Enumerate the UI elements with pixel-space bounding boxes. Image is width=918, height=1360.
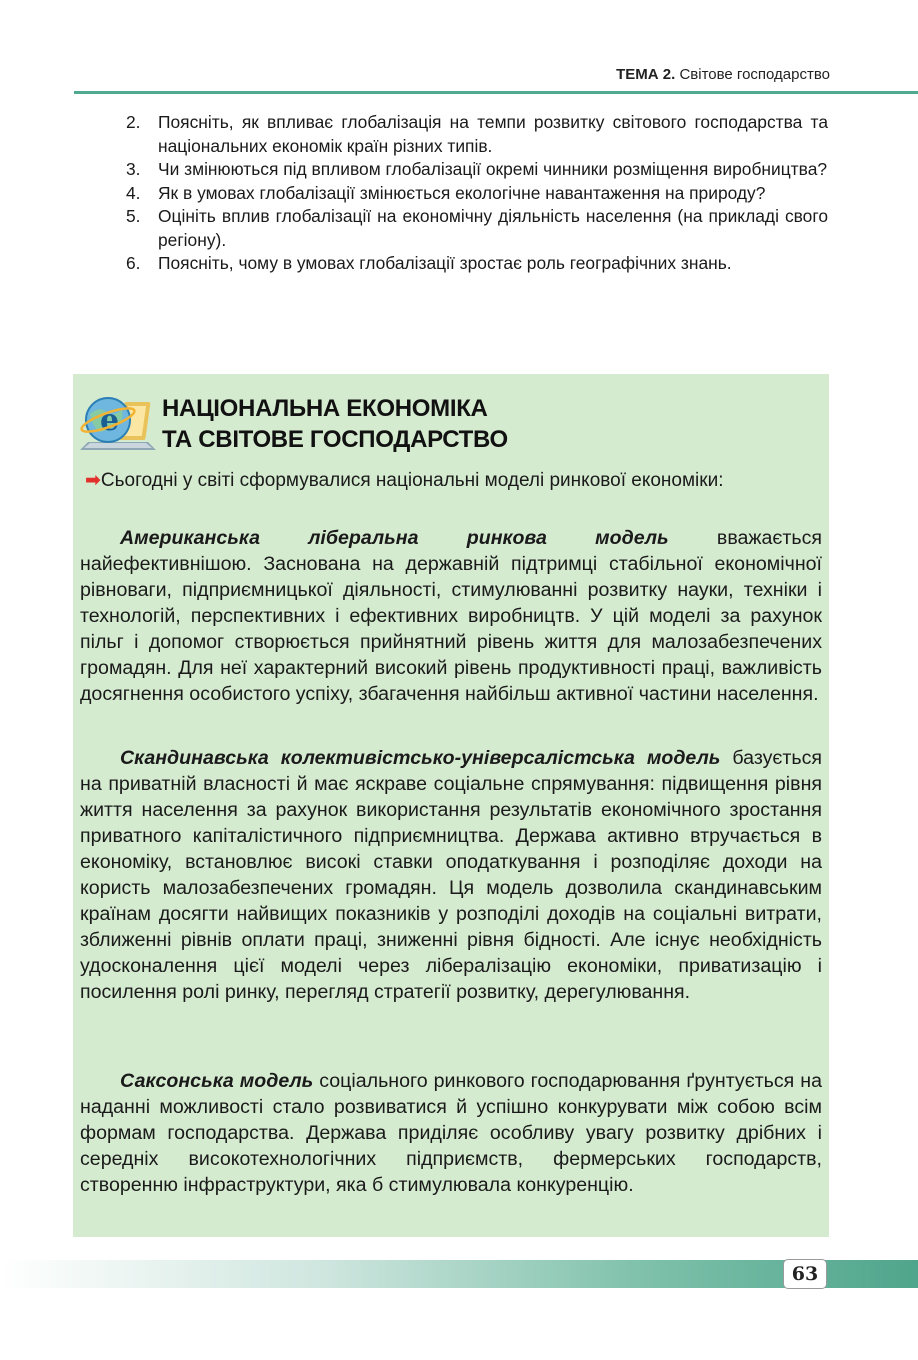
- question-number: 6.: [126, 253, 141, 273]
- arrow-icon: ➡: [85, 470, 101, 491]
- question-text: Оцініть вплив глобалізації на економічну діяльність населення (на прикладі свого регіону).: [158, 206, 828, 250]
- question-item: [126, 182, 828, 206]
- saxon-model-paragraph: [80, 1068, 822, 1198]
- section-title: [162, 393, 508, 455]
- question-number: 4.: [126, 182, 141, 203]
- section-title-line1: НАЦІОНАЛЬНА ЕКОНОМІКА: [162, 395, 488, 422]
- question-text: Поясніть, чому в умовах глобалізації зростає роль географічних знань.: [158, 253, 732, 273]
- header-divider: [74, 91, 918, 94]
- model-term: Скандинавська колективістсько-універсалістська модель: [120, 747, 721, 769]
- question-list: [126, 111, 828, 276]
- question-text: Чи змінюються під впливом глобалізації окремі чинники розміщення виробництва?: [158, 159, 828, 179]
- svg-text:e: e: [100, 403, 120, 438]
- model-description: базується на приватній власності й має яскраве соціальне спрямування: підвищення рівня життя населення за рахунок використання результатів економічного зростання приватного капіталістичного підприємництва. Держава активно втручається в економіку, встановлює високі ставки оподаткування і розподіляє доходи на користь малозабезпечених громадян. Ця модель дозволила скандинавським країнам досягти найвищих показників у розподілі доходів на соціальні витрати, зближенні рівнів оплати праці, зниженні рівня бідності. Але існує необхідність удосконалення цієї моделі через лібералізацію економіки, приватизацію і посилення ролі ринку, перегляд стратегії розвитку, дерегулювання.: [80, 747, 822, 1003]
- running-header: [616, 66, 830, 83]
- question-number: 3.: [126, 159, 141, 179]
- model-term: Американська ліберальна ринкова модель: [120, 527, 669, 549]
- model-term: Саксонська модель: [120, 1070, 314, 1092]
- question-number: 5.: [126, 206, 141, 226]
- question-number: 2.: [126, 112, 141, 132]
- section-title-line2: ТА СВІТОВЕ ГОСПОДАРСТВО: [162, 426, 508, 453]
- globe-laptop-icon: [78, 392, 158, 454]
- question-item: [126, 252, 828, 276]
- question-text: Як в умовах глобалізації змінюється екологічне навантаження на природу?: [158, 182, 766, 203]
- question-text: Поясніть, як впливає глобалізація на темпи розвитку світового господарства та національних економік країн різних типів.: [158, 112, 828, 156]
- intro-paragraph: [85, 468, 818, 493]
- american-model-paragraph: [80, 525, 822, 707]
- intro-text: Сьогодні у світі сформувалися національні моделі ринкової економіки:: [100, 470, 724, 491]
- model-description: соціального ринкового господарювання ґрунтується на наданні можливості стало розвиватися й успішно конкурувати між собою всім формам господарства. Держава приділяє особливу увагу розвитку дрібних і середніх високотехнологічних підприємств, фермерських господарств, створенню інфраструктури, яка б стимулювала конкуренцію.: [80, 1070, 822, 1196]
- footer-band: [0, 1260, 918, 1288]
- question-item: [126, 158, 828, 182]
- question-item: [126, 205, 828, 252]
- scandinavian-model-paragraph: [80, 745, 822, 1005]
- page-number: 63: [783, 1259, 827, 1289]
- topic-label: ТЕМА 2.: [616, 66, 676, 83]
- question-item: [126, 111, 828, 158]
- topic-title: Світове господарство: [679, 66, 830, 83]
- model-description: вважається найефективнішою. Заснована на державній підтримці стабільної економічної рівноваги, підприємницької діяльності, стимулюванні розвитку науки, техніки і технологій, перспективних і ефективних виробництв. У цій моделі за рахунок пільг і допомог створюється прийнятний рівень життя для малозабезпечених громадян. Для неї характерний високий рівень продуктивності праці, важливість досягнення особистого успіху, збагачення найбільш активної частини населення.: [80, 527, 823, 705]
